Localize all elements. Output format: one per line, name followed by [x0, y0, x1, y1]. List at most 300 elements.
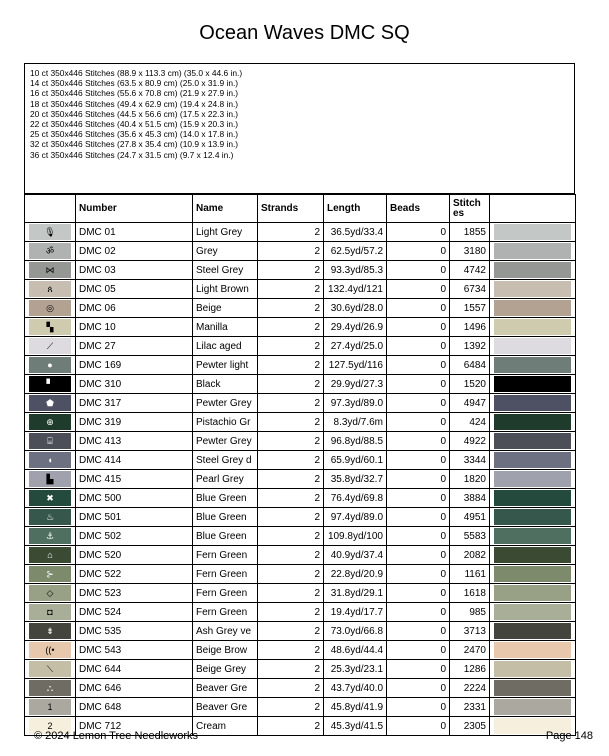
symbol-cell [25, 375, 76, 394]
thread-number: DMC 644 [76, 660, 193, 679]
strands-value: 2 [258, 413, 324, 432]
thread-name: Grey [193, 242, 258, 261]
strands-value: 2 [258, 280, 324, 299]
color-swatch [494, 509, 571, 525]
color-swatch-cell [490, 299, 576, 318]
beads-value: 0 [387, 622, 450, 641]
strands-value: 2 [258, 318, 324, 337]
color-swatch [494, 528, 571, 544]
thread-number: DMC 535 [76, 622, 193, 641]
stitches-value: 4742 [450, 261, 490, 280]
stitches-value: 4922 [450, 432, 490, 451]
color-swatch [494, 338, 571, 354]
length-value: 45.8yd/41.9 [324, 698, 387, 717]
stitches-value: 1520 [450, 375, 490, 394]
strands-value: 2 [258, 242, 324, 261]
color-swatch-cell [490, 470, 576, 489]
stitch-symbol-icon: 2 [29, 718, 71, 734]
thread-number: DMC 317 [76, 394, 193, 413]
thread-name: Steel Grey [193, 261, 258, 280]
thread-number: DMC 06 [76, 299, 193, 318]
color-swatch-cell [490, 223, 576, 242]
thread-name: Blue Green [193, 527, 258, 546]
beads-value: 0 [387, 679, 450, 698]
stitch-symbol-icon: ◎ [29, 300, 71, 316]
beads-value: 0 [387, 660, 450, 679]
thread-number: DMC 646 [76, 679, 193, 698]
table-row [25, 698, 576, 717]
beads-value: 0 [387, 565, 450, 584]
length-value: 30.6yd/28.0 [324, 299, 387, 318]
fabric-size-line: 36 ct 350x446 Stitches (24.7 x 31.5 cm) (9.7 x 12.4 in.) [30, 149, 234, 160]
color-swatch [494, 547, 571, 563]
beads-value: 0 [387, 641, 450, 660]
thread-name: Pewter Grey [193, 432, 258, 451]
stitches-value: 985 [450, 603, 490, 622]
stitch-symbol-icon: 🎙 [29, 224, 71, 240]
color-swatch [494, 471, 571, 487]
color-swatch-cell [490, 698, 576, 717]
beads-value: 0 [387, 603, 450, 622]
color-swatch [494, 642, 571, 658]
thread-name: Pearl Grey [193, 470, 258, 489]
color-swatch [494, 243, 571, 259]
thread-number: DMC 169 [76, 356, 193, 375]
table-row [25, 622, 576, 641]
symbol-cell [25, 223, 76, 242]
thread-name: Beige Brow [193, 641, 258, 660]
stitch-symbol-icon: ⊕ [29, 414, 71, 430]
strands-value: 2 [258, 698, 324, 717]
length-value: 127.5yd/116 [324, 356, 387, 375]
thread-number: DMC 524 [76, 603, 193, 622]
color-swatch-cell [490, 641, 576, 660]
length-value: 109.8yd/100 [324, 527, 387, 546]
table-row [25, 584, 576, 603]
table-row [25, 641, 576, 660]
stitch-symbol-icon: ◖ [29, 452, 71, 468]
strands-value: 2 [258, 508, 324, 527]
stitches-value: 4947 [450, 394, 490, 413]
stitch-symbol-icon: ⋈ [29, 262, 71, 278]
color-swatch-cell [490, 603, 576, 622]
fabric-size-line: 22 ct 350x446 Stitches (40.4 x 51.5 cm) (15.9 x 20.3 in.) [30, 119, 239, 130]
color-swatch [494, 414, 571, 430]
thread-number: DMC 03 [76, 261, 193, 280]
symbol-cell [25, 261, 76, 280]
color-swatch-cell [490, 660, 576, 679]
table-row [25, 565, 576, 584]
stitch-symbol-icon: ጰ [29, 281, 71, 297]
header-name: Name [193, 195, 258, 223]
beads-value: 0 [387, 527, 450, 546]
thread-number: DMC 01 [76, 223, 193, 242]
thread-name: Lilac aged [193, 337, 258, 356]
length-value: 93.3yd/85.3 [324, 261, 387, 280]
thread-number: DMC 502 [76, 527, 193, 546]
color-swatch-cell [490, 489, 576, 508]
color-swatch-cell [490, 527, 576, 546]
header-strands: Strands [258, 195, 324, 223]
thread-name: Cream [193, 717, 258, 736]
stitch-symbol-icon: ♨ [29, 509, 71, 525]
table-header-row [25, 195, 576, 223]
length-value: 45.3yd/41.5 [324, 717, 387, 736]
strands-value: 2 [258, 451, 324, 470]
stitches-value: 1496 [450, 318, 490, 337]
stitch-symbol-icon: ● [29, 357, 71, 373]
stitch-symbol-icon: 1 [29, 699, 71, 715]
symbol-cell [25, 413, 76, 432]
color-swatch [494, 281, 571, 297]
color-swatch [494, 661, 571, 677]
thread-number: DMC 05 [76, 280, 193, 299]
thread-name: Manilla [193, 318, 258, 337]
thread-legend-table [24, 194, 576, 736]
thread-name: Steel Grey d [193, 451, 258, 470]
symbol-cell [25, 584, 76, 603]
stitch-symbol-icon: ◇ [29, 585, 71, 601]
table-row [25, 223, 576, 242]
beads-value: 0 [387, 375, 450, 394]
symbol-cell [25, 356, 76, 375]
length-value: 8.3yd/7.6m [324, 413, 387, 432]
thread-number: DMC 413 [76, 432, 193, 451]
beads-value: 0 [387, 356, 450, 375]
strands-value: 2 [258, 432, 324, 451]
color-swatch [494, 604, 571, 620]
stitch-symbol-icon: ▙ [29, 471, 71, 487]
stitches-value: 3344 [450, 451, 490, 470]
stitch-symbol-icon: ▘ [29, 376, 71, 392]
beads-value: 0 [387, 432, 450, 451]
symbol-cell [25, 565, 76, 584]
stitch-symbol-icon: ⟍ [29, 661, 71, 677]
fabric-size-line: 32 ct 350x446 Stitches (27.8 x 35.4 cm) (10.9 x 13.9 in.) [30, 139, 239, 150]
symbol-cell [25, 546, 76, 565]
symbol-cell [25, 660, 76, 679]
stitches-value: 3180 [450, 242, 490, 261]
stitches-value: 2082 [450, 546, 490, 565]
stitch-symbol-icon: ◘ [29, 604, 71, 620]
symbol-cell [25, 679, 76, 698]
length-value: 31.8yd/29.1 [324, 584, 387, 603]
length-value: 25.3yd/23.1 [324, 660, 387, 679]
stitch-symbol-icon: ✖ [29, 490, 71, 506]
beads-value: 0 [387, 242, 450, 261]
length-value: 27.4yd/25.0 [324, 337, 387, 356]
color-swatch-cell [490, 261, 576, 280]
thread-number: DMC 310 [76, 375, 193, 394]
thread-number: DMC 520 [76, 546, 193, 565]
strands-value: 2 [258, 375, 324, 394]
fabric-size-line: 16 ct 350x446 Stitches (55.6 x 70.8 cm) (21.9 x 27.9 in.) [30, 88, 239, 99]
thread-name: Beige [193, 299, 258, 318]
symbol-cell [25, 698, 76, 717]
color-swatch-cell [490, 318, 576, 337]
length-value: 29.9yd/27.3 [324, 375, 387, 394]
color-swatch [494, 433, 571, 449]
color-swatch [494, 300, 571, 316]
thread-number: DMC 415 [76, 470, 193, 489]
beads-value: 0 [387, 717, 450, 736]
symbol-cell [25, 470, 76, 489]
thread-name: Beaver Gre [193, 679, 258, 698]
thread-number: DMC 523 [76, 584, 193, 603]
table-row [25, 660, 576, 679]
beads-value: 0 [387, 470, 450, 489]
color-swatch [494, 357, 571, 373]
thread-number: DMC 02 [76, 242, 193, 261]
stitches-value: 4951 [450, 508, 490, 527]
length-value: 19.4yd/17.7 [324, 603, 387, 622]
header-symbol [25, 195, 76, 223]
stitches-value: 2305 [450, 717, 490, 736]
color-swatch [494, 395, 571, 411]
strands-value: 2 [258, 546, 324, 565]
fabric-size-line: 18 ct 350x446 Stitches (49.4 x 62.9 cm) (19.4 x 24.8 in.) [30, 98, 239, 109]
thread-name: Pewter Grey [193, 394, 258, 413]
length-value: 29.4yd/26.9 [324, 318, 387, 337]
color-swatch-cell [490, 356, 576, 375]
thread-name: Ash Grey ve [193, 622, 258, 641]
symbol-cell [25, 432, 76, 451]
stitch-symbol-icon: ॐ [29, 243, 71, 259]
symbol-cell [25, 508, 76, 527]
stitches-value: 3713 [450, 622, 490, 641]
stitch-symbol-icon: ⌸ [29, 433, 71, 449]
thread-number: DMC 543 [76, 641, 193, 660]
thread-name: Beige Grey [193, 660, 258, 679]
table-row [25, 546, 576, 565]
thread-name: Light Grey [193, 223, 258, 242]
symbol-cell [25, 394, 76, 413]
thread-number: DMC 319 [76, 413, 193, 432]
stitch-symbol-icon: ⌂ [29, 547, 71, 563]
fabric-size-list [24, 63, 575, 194]
beads-value: 0 [387, 508, 450, 527]
table-row [25, 375, 576, 394]
table-row [25, 394, 576, 413]
stitches-value: 2224 [450, 679, 490, 698]
stitches-value: 1392 [450, 337, 490, 356]
thread-number: DMC 10 [76, 318, 193, 337]
stitches-value: 6484 [450, 356, 490, 375]
stitch-symbol-icon: ((• [29, 642, 71, 658]
thread-number: DMC 522 [76, 565, 193, 584]
page-title: Ocean Waves DMC SQ [199, 22, 410, 44]
length-value: 40.9yd/37.4 [324, 546, 387, 565]
beads-value: 0 [387, 223, 450, 242]
length-value: 43.7yd/40.0 [324, 679, 387, 698]
stitches-value: 5583 [450, 527, 490, 546]
symbol-cell [25, 337, 76, 356]
color-swatch-cell [490, 546, 576, 565]
thread-number: DMC 501 [76, 508, 193, 527]
stitches-value: 6734 [450, 280, 490, 299]
color-swatch [494, 376, 571, 392]
stitch-symbol-icon: ⛬ [29, 680, 71, 696]
stitches-value: 1161 [450, 565, 490, 584]
symbol-cell [25, 527, 76, 546]
table-row [25, 508, 576, 527]
table-row [25, 413, 576, 432]
table-row [25, 337, 576, 356]
stitches-value: 3884 [450, 489, 490, 508]
length-value: 97.4yd/89.0 [324, 508, 387, 527]
table-row [25, 489, 576, 508]
color-swatch [494, 623, 571, 639]
table-row [25, 356, 576, 375]
stitch-symbol-icon: ⚓ [29, 528, 71, 544]
strands-value: 2 [258, 717, 324, 736]
stitch-symbol-icon: ⊱ [29, 566, 71, 582]
header-beads: Beads [387, 195, 450, 223]
table-row [25, 261, 576, 280]
thread-number: DMC 500 [76, 489, 193, 508]
beads-value: 0 [387, 489, 450, 508]
color-swatch-cell [490, 584, 576, 603]
length-value: 36.5yd/33.4 [324, 223, 387, 242]
thread-name: Fern Green [193, 584, 258, 603]
symbol-cell [25, 318, 76, 337]
strands-value: 2 [258, 337, 324, 356]
length-value: 76.4yd/69.8 [324, 489, 387, 508]
stitch-symbol-icon: ⬟ [29, 395, 71, 411]
stitches-value: 1557 [450, 299, 490, 318]
length-value: 22.8yd/20.9 [324, 565, 387, 584]
color-swatch-cell [490, 508, 576, 527]
strands-value: 2 [258, 565, 324, 584]
thread-number: DMC 414 [76, 451, 193, 470]
thread-name: Blue Green [193, 489, 258, 508]
thread-name: Fern Green [193, 603, 258, 622]
color-swatch [494, 224, 571, 240]
thread-name: Fern Green [193, 565, 258, 584]
fabric-size-line: 25 ct 350x446 Stitches (35.6 x 45.3 cm) (14.0 x 17.8 in.) [30, 129, 239, 140]
thread-name: Pistachio Gr [193, 413, 258, 432]
color-swatch-cell [490, 375, 576, 394]
beads-value: 0 [387, 318, 450, 337]
color-swatch [494, 452, 571, 468]
strands-value: 2 [258, 584, 324, 603]
stitch-symbol-icon: ⇟ [29, 623, 71, 639]
strands-value: 2 [258, 660, 324, 679]
table-row [25, 280, 576, 299]
table-row [25, 451, 576, 470]
stitches-value: 1286 [450, 660, 490, 679]
color-swatch-cell [490, 679, 576, 698]
length-value: 132.4yd/121 [324, 280, 387, 299]
beads-value: 0 [387, 280, 450, 299]
color-swatch-cell [490, 337, 576, 356]
symbol-cell [25, 489, 76, 508]
thread-name: Blue Green [193, 508, 258, 527]
fabric-size-line: 10 ct 350x446 Stitches (88.9 x 113.3 cm) (35.0 x 44.6 in.) [30, 68, 243, 78]
strands-value: 2 [258, 356, 324, 375]
thread-name: Black [193, 375, 258, 394]
color-swatch [494, 680, 571, 696]
color-swatch-cell [490, 280, 576, 299]
beads-value: 0 [387, 546, 450, 565]
stitches-value: 1820 [450, 470, 490, 489]
thread-name: Beaver Gre [193, 698, 258, 717]
table-row [25, 318, 576, 337]
strands-value: 2 [258, 527, 324, 546]
color-swatch-cell [490, 242, 576, 261]
color-swatch [494, 585, 571, 601]
beads-value: 0 [387, 299, 450, 318]
table-row [25, 679, 576, 698]
beads-value: 0 [387, 394, 450, 413]
thread-number: DMC 27 [76, 337, 193, 356]
length-value: 35.8yd/32.7 [324, 470, 387, 489]
copyright-text: © 2024 Lemon Tree Needleworks [34, 730, 199, 742]
beads-value: 0 [387, 261, 450, 280]
table-row [25, 432, 576, 451]
length-value: 73.0yd/66.8 [324, 622, 387, 641]
color-swatch-cell [490, 413, 576, 432]
thread-name: Light Brown [193, 280, 258, 299]
color-swatch [494, 566, 571, 582]
beads-value: 0 [387, 584, 450, 603]
header-length: Length [324, 195, 387, 223]
symbol-cell [25, 603, 76, 622]
beads-value: 0 [387, 337, 450, 356]
thread-number: DMC 712 [76, 717, 193, 736]
table-row [25, 470, 576, 489]
color-swatch [494, 490, 571, 506]
stitches-value: 2470 [450, 641, 490, 660]
strands-value: 2 [258, 223, 324, 242]
header-stitches: Stitch es [450, 195, 490, 223]
table-row [25, 527, 576, 546]
length-value: 65.9yd/60.1 [324, 451, 387, 470]
strands-value: 2 [258, 679, 324, 698]
stitches-value: 2331 [450, 698, 490, 717]
fabric-size-line: 20 ct 350x446 Stitches (44.5 x 56.6 cm) (17.5 x 22.3 in.) [30, 108, 239, 119]
stitch-symbol-icon: ⟋ [29, 338, 71, 354]
color-swatch-cell [490, 622, 576, 641]
symbol-cell [25, 451, 76, 470]
header-number: Number [76, 195, 193, 223]
symbol-cell [25, 242, 76, 261]
beads-value: 0 [387, 698, 450, 717]
thread-name: Fern Green [193, 546, 258, 565]
stitches-value: 424 [450, 413, 490, 432]
length-value: 62.5yd/57.2 [324, 242, 387, 261]
table-row [25, 299, 576, 318]
color-swatch-cell [490, 394, 576, 413]
color-swatch [494, 319, 571, 335]
strands-value: 2 [258, 394, 324, 413]
color-swatch-cell [490, 432, 576, 451]
length-value: 48.6yd/44.4 [324, 641, 387, 660]
table-row [25, 242, 576, 261]
stitches-value: 1855 [450, 223, 490, 242]
header-swatch [490, 195, 576, 223]
strands-value: 2 [258, 622, 324, 641]
page-number: Page 148 [545, 730, 593, 742]
thread-name: Pewter light [193, 356, 258, 375]
color-swatch-cell [490, 451, 576, 470]
table-row [25, 603, 576, 622]
beads-value: 0 [387, 413, 450, 432]
symbol-cell [25, 641, 76, 660]
color-swatch [494, 699, 571, 715]
stitch-symbol-icon: ▚ [29, 319, 71, 335]
length-value: 97.3yd/89.0 [324, 394, 387, 413]
